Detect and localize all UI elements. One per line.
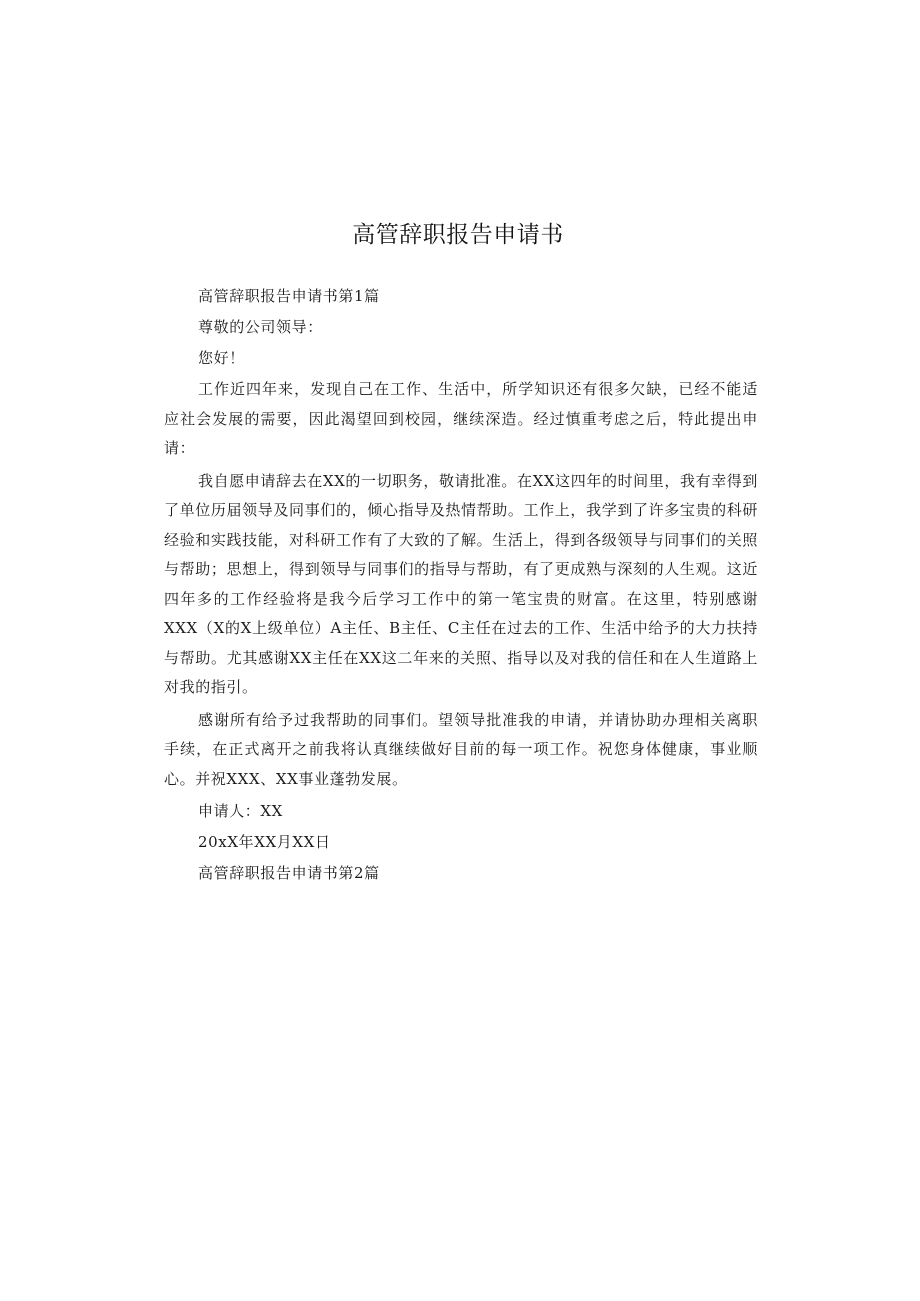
document-body — [164, 282, 758, 890]
part-heading: 高管辞职报告申请书第2篇 — [198, 864, 380, 882]
body-paragraph: 感谢所有给予过我帮助的同事们。望领导批准我的申请，并请协助办理相关离职手续，在正式离开之前我将认真继续做好目前的每一项工作。祝您身体健康，事业顺心。并祝XXX、XX事业蓬勃发展。 — [164, 710, 758, 788]
part-heading: 高管辞职报告申请书第1篇 — [198, 287, 380, 305]
body-paragraph: 工作近四年来，发现自己在工作、生活中，所学知识还有很多欠缺，已经不能适应社会发展的需要，因此渴望回到校园，继续深造。经过慎重考虑之后，特此提出申请： — [164, 380, 758, 457]
document-title: 高管辞职报告申请书 — [352, 222, 564, 248]
body-paragraph: 我自愿申请辞去在XX的一切职务，敬请批准。在XX这四年的时间里，我有幸得到了单位历届领导及同事们的，倾心指导及热情帮助。工作上，我学到了许多宝贵的科研经验和实践技能，对科研工作有了大致的了解。生活上，得到各级领导与同事们的关照与帮助；思想上，得到领导与同事们的指导与帮助，有了更成熟与深刻的人生观。这近四年多的工作经验将是我今后学习工作中的第一笔宝贵的财富。在这里，特别感谢XXX（X的X上级单位）A主任、B主任、C主任在过去的工作、生活中给予的大力扶持与帮助。尤其感谢XX主任在XX这二年来的关照、指导以及对我的信任和在人生道路上对我的指引。 — [164, 471, 758, 696]
date-line: 20xX年XX月XX日 — [198, 833, 331, 851]
salutation: 尊敬的公司领导： — [198, 318, 323, 336]
greeting: 您好！ — [198, 349, 245, 367]
applicant-line: 申请人：XX — [198, 802, 283, 820]
